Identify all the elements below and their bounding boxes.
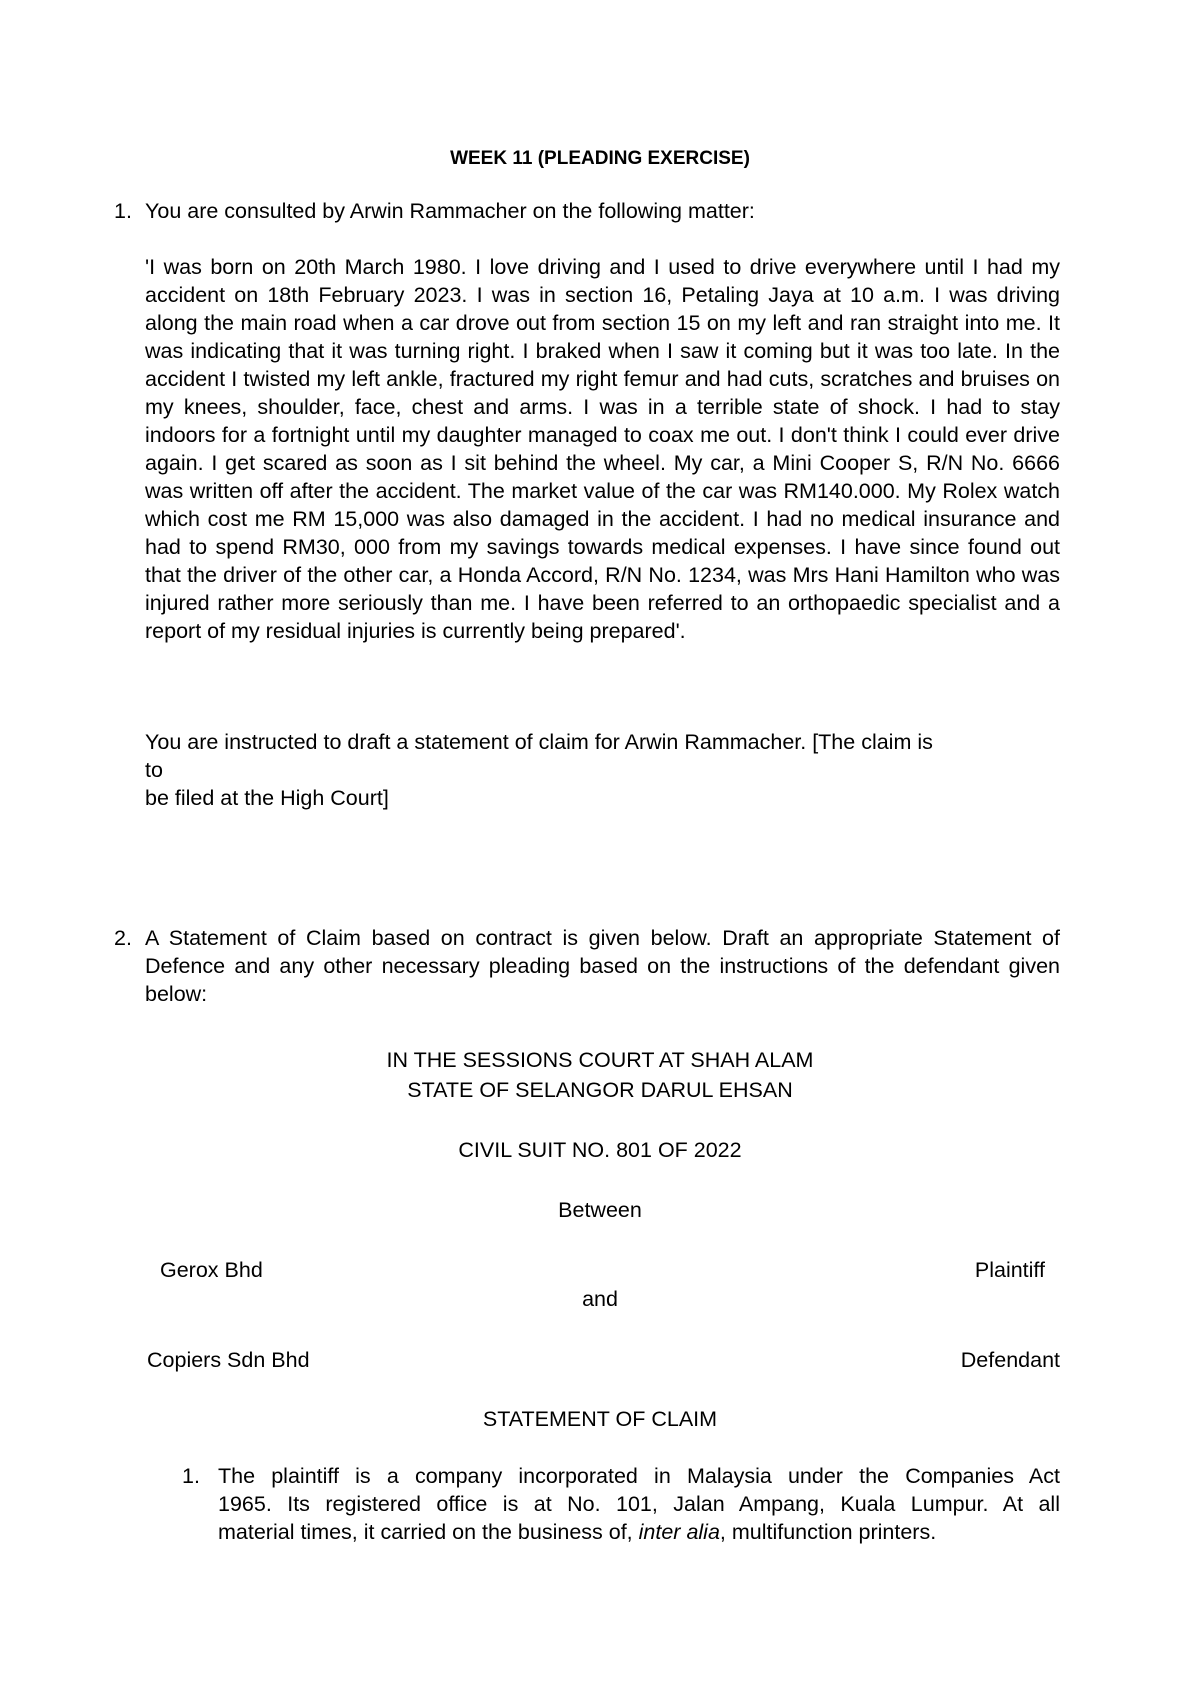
inter-alia-italic: inter alia — [638, 1520, 720, 1544]
claim-paragraph-1-number: 1. — [182, 1464, 200, 1488]
question-1-instruction — [145, 728, 1060, 812]
statement-of-claim-heading: STATEMENT OF CLAIM — [482, 1407, 718, 1431]
and-label: and — [582, 1287, 618, 1311]
question-2-text: A Statement of Claim based on contract is given below. Draft an appropriate Statement of Defence and any other necessary pleading based on the instructions of the defendant given below: — [145, 926, 1060, 1006]
question-1-intro: You are consulted by Arwin Rammacher on the following matter: — [145, 199, 755, 223]
instruction-line-2: to — [145, 758, 163, 782]
claim-paragraph-1-line-3 — [218, 1518, 1060, 1546]
instruction-line-1: You are instructed to draft a statement of claim for Arwin Rammacher. [The claim is — [145, 730, 933, 754]
defendant-name: Copiers Sdn Bhd — [147, 1348, 310, 1372]
between-label: Between — [558, 1198, 642, 1222]
claim-paragraph-1-line-2: 1965. Its registered office is at No. 101, Jalan Ampang, Kuala Lumpur. At all — [218, 1492, 1060, 1516]
line-3-text-before: material times, it carried on the business of, — [218, 1520, 639, 1544]
line-3-text-after: , multifunction printers. — [719, 1520, 937, 1544]
client-statement-quote: 'I was born on 20th March 1980. I love driving and I used to drive everywhere until I had my accident on 18th February 2023. I was in section 16, Petaling Jaya at 10 a.m. I was driving along the main road when a car drove out from section 15 on my left and ran straight into me. It was indicating that it was turning right. I braked when I saw it coming but it was too late. In the accident I twisted my left ankle, fractured my right femur and had cuts, scratches and bruises on my knees, shoulder, face, chest and arms. I was in a terrible state of shock. I had to stay indoors for a fortnight until my daughter managed to coax me out. I don't think I could ever drive again. I get scared as soon as I sit behind the wheel. My car, a Mini Cooper S, R/N No. 6666 was written off after the accident. The market value of the car was RM140.000. My Rolex watch which cost me RM 15,000 was also damaged in the accident. I had no medical insurance and had to spend RM30, 000 from my savings towards medical expenses. I have since found out that the driver of the other car, a Honda Accord, R/N No. 1234, was Mrs Hani Hamilton who was injured rather more seriously than me. I have been referred to an orthopaedic specialist and a report of my residual injuries is currently being prepared'. — [145, 255, 1060, 643]
claim-paragraph-1 — [218, 1462, 1060, 1546]
plaintiff-role: Plaintiff — [974, 1258, 1045, 1282]
question-2-number: 2. — [114, 926, 132, 950]
court-name-line-1: IN THE SESSIONS COURT AT SHAH ALAM — [386, 1048, 814, 1072]
plaintiff-name: Gerox Bhd — [160, 1258, 263, 1282]
defendant-role: Defendant — [960, 1348, 1060, 1372]
claim-paragraph-1-line-1: The plaintiff is a company incorporated in Malaysia under the Companies Act — [218, 1464, 1060, 1488]
instruction-line-3: be filed at the High Court] — [145, 786, 389, 810]
question-1-number: 1. — [114, 199, 132, 223]
civil-suit-number: CIVIL SUIT NO. 801 OF 2022 — [458, 1138, 742, 1162]
document-title: WEEK 11 (PLEADING EXERCISE) — [450, 148, 750, 169]
court-name-line-2: STATE OF SELANGOR DARUL EHSAN — [407, 1078, 793, 1102]
